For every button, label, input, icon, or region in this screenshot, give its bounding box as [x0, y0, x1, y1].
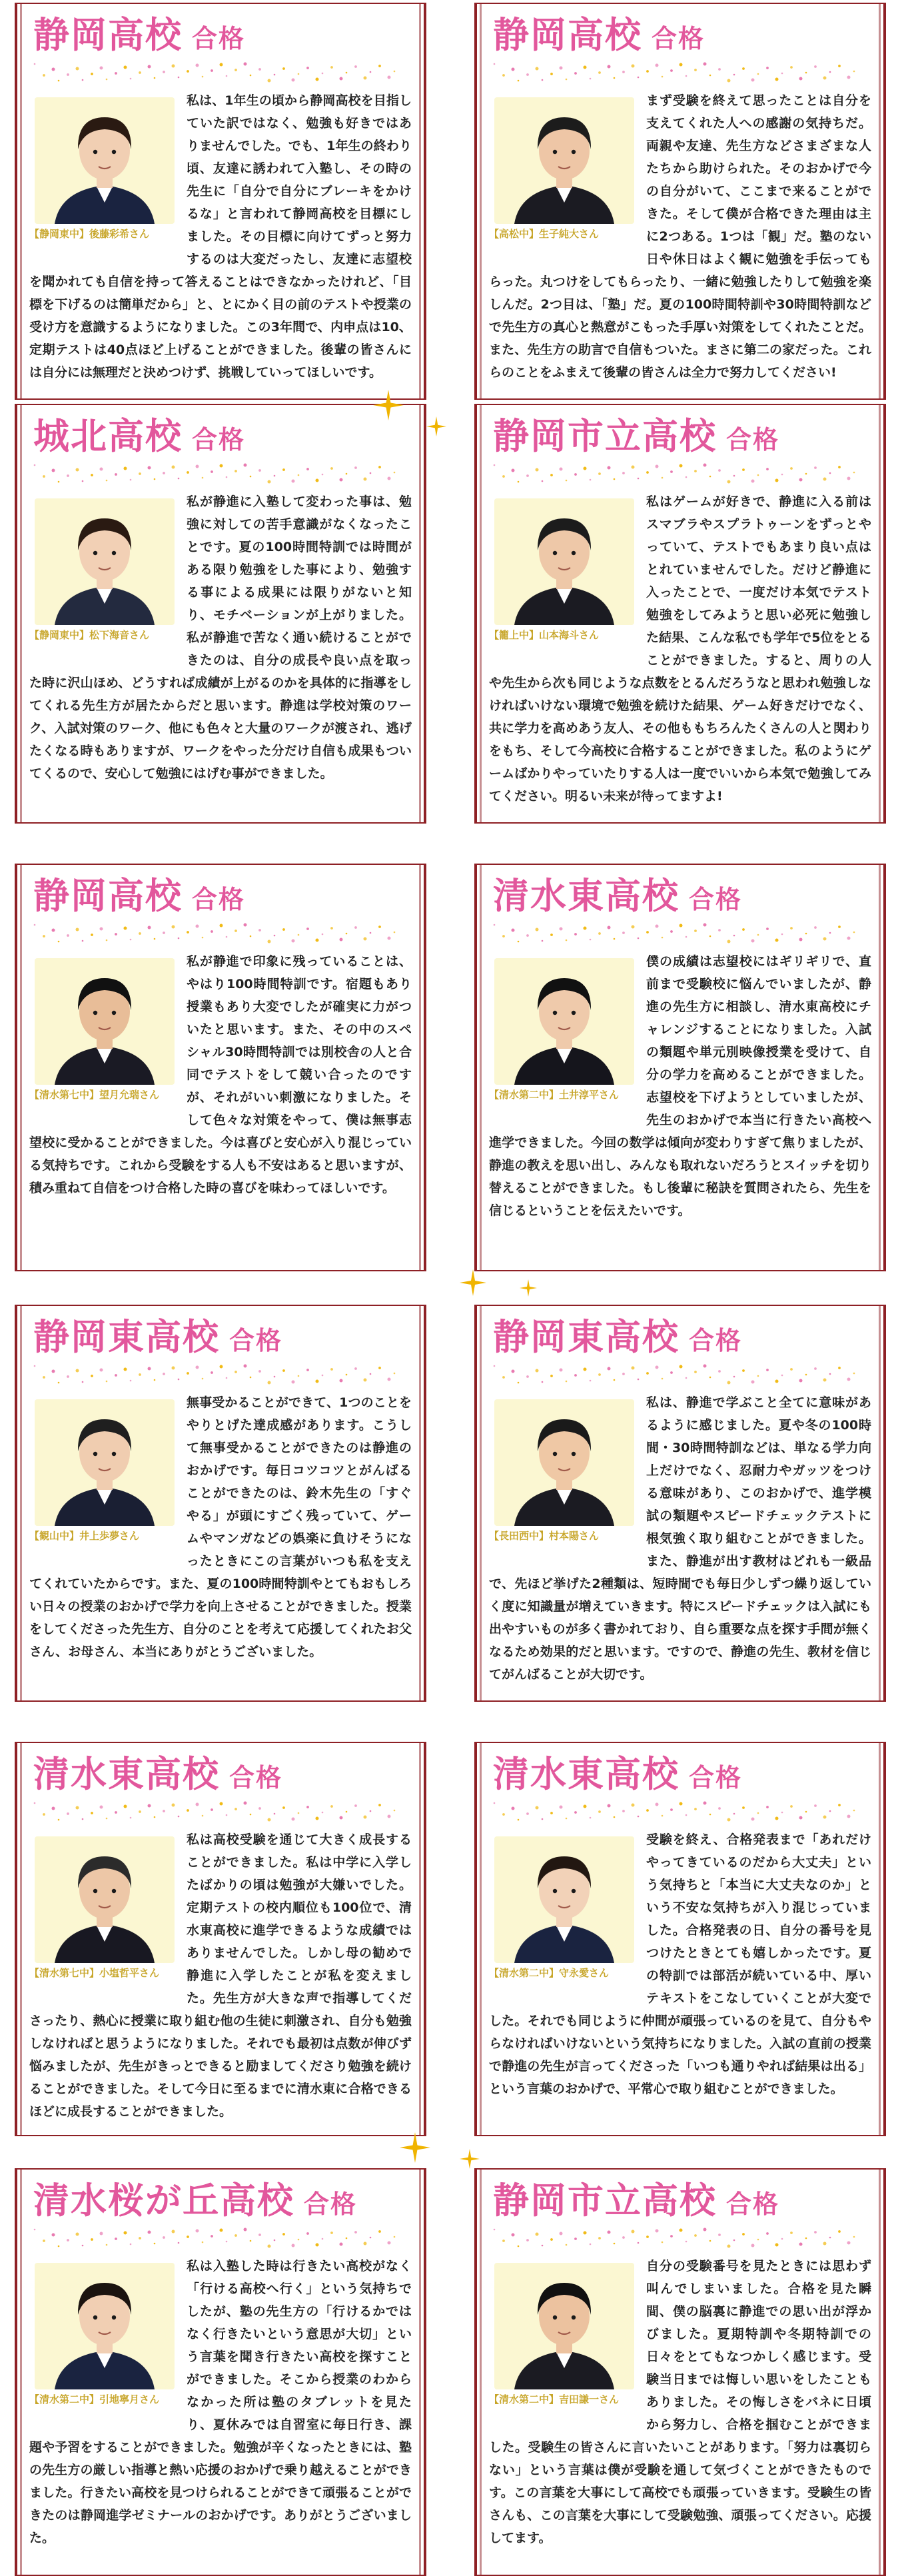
pass-label: 合格 — [192, 885, 246, 914]
testimonial-card — [15, 864, 426, 1271]
testimonial-text: 私は、1年生の頃から静岡高校を目指していた訳ではなく、勉強も好きではありませんでした。でも、1年生の終わり頃、友達に誘われて入塾し、その時の先生に「自分で自分にブレーキをかけるな」と言われて静岡高校を目標にしました。その目標に向けてずっと努力するのは大変だったし、友達に志望校を聞かれても自信を持って答えることはできなかったけれど、「目標を下げるのは簡単だから」と、とにかく目の前のテストや授業の受け方を意識するようになりました。この3年間で、内申点は10、定期テストは40点ほど上げることができました。後輩の皆さんには自分には無理だと決めつけず、挑戦していってほしいです。 — [29, 93, 412, 380]
student-caption: 【清水第二中】引地寧月さん — [29, 2393, 160, 2405]
sparkle-decoration — [31, 2226, 404, 2252]
school-name — [33, 1753, 283, 1795]
testimonial-text: 自分の受験番号を見たときには思わず叫んでしまいました。合格を見た瞬間、僕の脳裏に静進での思い出が浮かびました。夏期特訓や冬期特訓での日々をとてもなつかしく感じます。受験当日までは悔しい思いをしたこともありました。その悔しさをバネに日頃から努力し、合格を掴むことができました。受験生の皆さんに言いたいことがあります。「努力は裏切らない」という言葉は僕が受験を通して気づくことができたものです。この言葉を大事にして高校でも頑張っていきます。受験生の皆さんも、この言葉を大事にして受験勉強、頑張ってください。応援してます。 — [489, 2259, 871, 2545]
card-header — [477, 865, 883, 952]
testimonial-text: 僕の成績は志望校にはギリギリで、直前まで受験校に悩んでいましたが、静進の先生方に相談し、清水東高校にチャレンジすることになりました。入試の類題や単元別映像授業を受けて、自分の学力を高めることができました。志望校を下げようとしていましたが、先生のおかげで本当に行きたい高校へ進学できました。今回の数学は傾向が変わりすぎて焦りましたが、静進の教えを思い出し、みんなも取れないだろうとスイッチを切り替えることができました。もし後輩に秘訣を質問されたら、先生を信じるということを伝えたいです。 — [489, 954, 871, 1218]
sparkle-decoration — [31, 1799, 404, 1826]
sparkle-decoration — [31, 1362, 404, 1389]
student-caption: 【観山中】井上歩夢さん — [29, 1530, 140, 1542]
school-name — [493, 415, 780, 457]
testimonial-text: 私が静進に入塾して変わった事は、勉強に対しての苦手意識がなくなったことです。夏の100時間特訓では時間がある限り勉強をした事により、勉強する事による成果には限りがないと知り、モチベーションが上がりました。私が静進で苦なく通い続けることができたのは、自分の成長や良い点を取った時に沢山ほめ、どうすれば成績が上がるのかを具体的に指導をしてくれる先生方が居たからだと思います。静進は学校対策のワーク、入試対策のワーク、他にも色々と大量のワークが渡され、逃げたくなる時もありますが、ワークをやった分だけ自信も成果もついてくるので、安心して勉強にはげむ事ができました。 — [29, 494, 412, 781]
student-photo — [494, 958, 634, 1085]
sparkle-decoration — [490, 2226, 863, 2252]
testimonial-card — [15, 3, 426, 400]
star-icon — [460, 1269, 486, 1299]
student-caption: 【清水第二中】守永愛さん — [489, 1967, 610, 1979]
testimonial-text: まず受験を終えて思ったことは自分を支えてくれた人への感謝の気持ちだ。両親や友達、先生方などさまざまな人たちから助けられた。そのおかげで今の自分がいて、ここまで来ることができた。そして僕が合格できた理由は主に2つある。1つは「観」だ。塾のない日や休日はよく観に勉強を手伝ってもらった。丸つけをしてもらったり、一緒に勉強したりして勉強を楽しんだ。2つ目は、「塾」だ。夏の100時間特訓や30時間特訓などで先生方の真心と熱意がこもった手厚い対策をしてくれたことだ。また、先生方の助言で自信もついた。まさに第二の家だった。これらのことをふまえて後輩の皆さんは全力で努力してください! — [489, 93, 871, 380]
school-name-text: 静岡高校 — [33, 14, 183, 56]
pass-label: 合格 — [689, 885, 743, 914]
school-name — [33, 2180, 358, 2222]
sparkle-decoration — [490, 1362, 863, 1389]
student-photo — [35, 1836, 175, 1963]
star-icon — [373, 390, 404, 423]
pass-label: 合格 — [229, 1763, 283, 1792]
school-name — [493, 14, 705, 56]
star-icon — [460, 2149, 480, 2172]
card-header — [477, 1743, 883, 1830]
testimonial-card — [15, 404, 426, 824]
student-caption: 【高松中】生子純大さん — [489, 228, 600, 240]
pass-label: 合格 — [652, 24, 705, 53]
student-photo — [35, 958, 175, 1085]
student-caption: 【清水第二中】土井淳平さん — [489, 1089, 620, 1101]
sparkle-decoration — [31, 60, 404, 87]
student-photo — [35, 1399, 175, 1526]
school-name — [493, 875, 743, 917]
testimonial-card — [15, 2168, 426, 2576]
card-header — [17, 2170, 424, 2256]
testimonial-card — [474, 1742, 886, 2136]
school-name-text: 静岡高校 — [493, 14, 642, 56]
student-photo — [494, 2263, 634, 2389]
student-caption: 【清水第七中】望月允瑞さん — [29, 1089, 160, 1101]
testimonial-text: 私は、静進で学ぶこと全てに意味があるように感じました。夏や冬の100時間・30時間特訓などは、単なる学力向上だけでなく、忍耐力やガッツをつける意味があり、このおかげで、進学模試の類題やスピードチェックテストに根気強く取り組むことができました。また、静進が出す教材はどれも一級品で、先ほど挙げた2種類は、短時間でも毎日少しずつ繰り返していく度に知識量が増えていきます。特にスピードチェックは入試にも出やすいものが多く書かれており、自ら重要な点を探す手間が無くなるため効果的だと思います。ですので、静進の先生、教材を信じてがんばることが大切です。 — [489, 1395, 871, 1682]
school-name-text: 静岡市立高校 — [493, 415, 717, 457]
card-header — [477, 1306, 883, 1393]
student-caption: 【静岡東中】松下海音さん — [29, 629, 150, 641]
student-photo — [494, 498, 634, 625]
pass-label: 合格 — [229, 1326, 283, 1355]
card-header — [477, 405, 883, 492]
student-photo — [35, 498, 175, 625]
school-name — [33, 415, 246, 457]
sparkle-decoration — [31, 461, 404, 488]
school-name — [33, 1316, 283, 1358]
testimonial-card — [474, 1305, 886, 1702]
testimonial-card — [474, 864, 886, 1271]
testimonial-text: 私はゲームが好きで、静進に入る前はスマブラやスプラトゥーンをずっとやっていて、テストでもあまり良い点はとれていませんでした。だけど静進に入ったことで、一度だけ本気でテスト勉強をしてみようと思い必死に勉強した結果、こんな私でも学年で5位をとることができました。すると、周りの人や先生から次も同じような点数をとるんだろうなと思われ勉強しなければいけない環境で勉強を続けた結果、ゲーム好きだけでなく、共に学力を高めあう友人、その他ももちろんたくさんの人と関わりをもち、そして今高校に合格することができました。私のようにゲームばかりやっていたりする人は一度でいいから本気で勉強してみてください。明るい未来が待ってますよ! — [489, 494, 871, 804]
card-header — [17, 405, 424, 492]
star-icon — [400, 2132, 430, 2166]
student-photo — [35, 2263, 175, 2389]
student-caption: 【静岡東中】後藤彩希さん — [29, 228, 150, 240]
pass-label: 合格 — [689, 1326, 743, 1355]
school-name-text: 静岡高校 — [33, 875, 183, 917]
school-name — [493, 1316, 743, 1358]
testimonial-card — [15, 1305, 426, 1702]
student-caption: 【清水第七中】小塩哲平さん — [29, 1967, 160, 1979]
sparkle-decoration — [31, 921, 404, 948]
pass-label: 合格 — [689, 1763, 743, 1792]
student-caption: 【籠上中】山本海斗さん — [489, 629, 600, 641]
pass-label: 合格 — [726, 2190, 780, 2219]
card-header — [477, 4, 883, 91]
school-name-text: 清水東高校 — [493, 1753, 680, 1795]
card-header — [17, 865, 424, 952]
sparkle-decoration — [490, 1799, 863, 1826]
card-header — [477, 2170, 883, 2256]
student-caption: 【清水第二中】吉田謙一さん — [489, 2393, 620, 2405]
testimonial-text: 私は高校受験を通じて大きく成長することができました。私は中学に入学したばかりの頃は勉強が大嫌いでした。定期テストの校内順位も100位で、清水東高校に進学できるような成績ではありませんでした。しかし母の勧めで静進に入学したことが私を変えました。先生方が大きな声で指導してくださったり、熱心に授業に取り組む他の生徒に刺激され、自分も勉強しなければと思うようになりました。それでも最初は点数が伸びず悩みましたが、先生がきっとできると励ましてくださり勉強を続けることができました。そして今日に至るまでに清水東に合格できるほどに成長することができました。 — [29, 1832, 412, 2119]
card-header — [17, 4, 424, 91]
sparkle-decoration — [490, 461, 863, 488]
student-photo — [494, 97, 634, 224]
testimonial-card — [15, 1742, 426, 2136]
school-name-text: 清水東高校 — [33, 1753, 220, 1795]
testimonial-card — [474, 3, 886, 400]
school-name-text: 清水桜が丘高校 — [33, 2180, 294, 2222]
card-header — [17, 1743, 424, 1830]
school-name-text: 静岡市立高校 — [493, 2180, 717, 2222]
card-header — [17, 1306, 424, 1393]
testimonial-card — [474, 2168, 886, 2576]
school-name — [493, 2180, 780, 2222]
school-name — [33, 875, 246, 917]
pass-label: 合格 — [192, 24, 246, 53]
pass-label: 合格 — [192, 425, 246, 454]
student-photo — [494, 1836, 634, 1963]
testimonial-text: 無事受かることができて、1つのことをやりとげた達成感があります。こうして無事受かることができたのは静進のおかげです。毎日コツコツとがんばることができたのは、鈴木先生の「すぐやる」が頭にすごく残っていて、ゲームやマンガなどの娯楽に負けそうになったときにこの言葉がいつも私を支えてくれていたからです。また、夏の100時間特訓やとてもおもしろい日々の授業のおかげで学力を向上させることができました。授業をしてくださった先生方、自分のことを考えて応援してくれたお父さん、お母さん、本当にありがとうございました。 — [29, 1395, 412, 1659]
star-icon — [426, 416, 446, 439]
testimonial-card — [474, 404, 886, 824]
sparkle-decoration — [490, 60, 863, 87]
school-name-text: 静岡東高校 — [33, 1316, 220, 1358]
sparkle-decoration — [490, 921, 863, 948]
testimonial-text: 受験を終え、合格発表まで「あれだけやってきているのだから大丈夫」という気持ちと「本当に大丈夫なのか」という不安な気持ちが入り混じっていました。合格発表の日、自分の番号を見つけたときとても嬉しかったです。夏の特訓では部活が続いている中、厚いテキストをこなしていくことが大変でした。それでも同じように仲間が頑張っているのを見て、自分もやらなければいけないという気持ちになりました。入試の直前の授業で静進の先生が言ってくださった「いつも通りやれば結果は出る」という言葉のおかげで、平常心で取り組むことができました。 — [489, 1832, 871, 2096]
school-name — [493, 1753, 743, 1795]
school-name — [33, 14, 246, 56]
testimonial-text: 私が静進で印象に残っていることは、やはり100時間特訓です。宿題もあり授業もあり大変でしたが確実に力がついたと思います。また、その中のスペシャル30時間特訓では別校舎の人と合同でテストをして競い合ったのですが、それがいい刺激になりました。そして色々な対策をやって、僕は無事志望校に受かることができました。今は喜びと安心が入り混じっている気持ちです。これから受験をする人も不安はあると思いますが、積み重ねて自信をつけ合格した時の喜びを味わってほしいです。 — [29, 954, 412, 1195]
pass-label: 合格 — [726, 425, 780, 454]
school-name-text: 静岡東高校 — [493, 1316, 680, 1358]
school-name-text: 清水東高校 — [493, 875, 680, 917]
pass-label: 合格 — [304, 2190, 358, 2219]
student-photo — [494, 1399, 634, 1526]
testimonial-text: 私は入塾した時は行きたい高校がなく「行ける高校へ行く」という気持ちでしたが、塾の先生方の「行けるかではなく行きたいという意思が大切」という言葉を聞き行きたい高校を探すことができました。そこから授業のわからなかった所は塾のタブレットを見たり、夏休みでは自習室に毎日行き、課題や予習をすることができました。勉強が辛くなったときには、塾の先生方の厳しい指導と熱い応援のおかげで乗り越えることができました。行きたい高校を見つけられることができて頑張ることができたのは静岡進学ゼミナールのおかげです。ありがとうございました。 — [29, 2259, 412, 2545]
star-icon — [520, 1279, 537, 1299]
student-photo — [35, 97, 175, 224]
school-name-text: 城北高校 — [33, 415, 183, 457]
student-caption: 【長田西中】村本陽さん — [489, 1530, 600, 1542]
